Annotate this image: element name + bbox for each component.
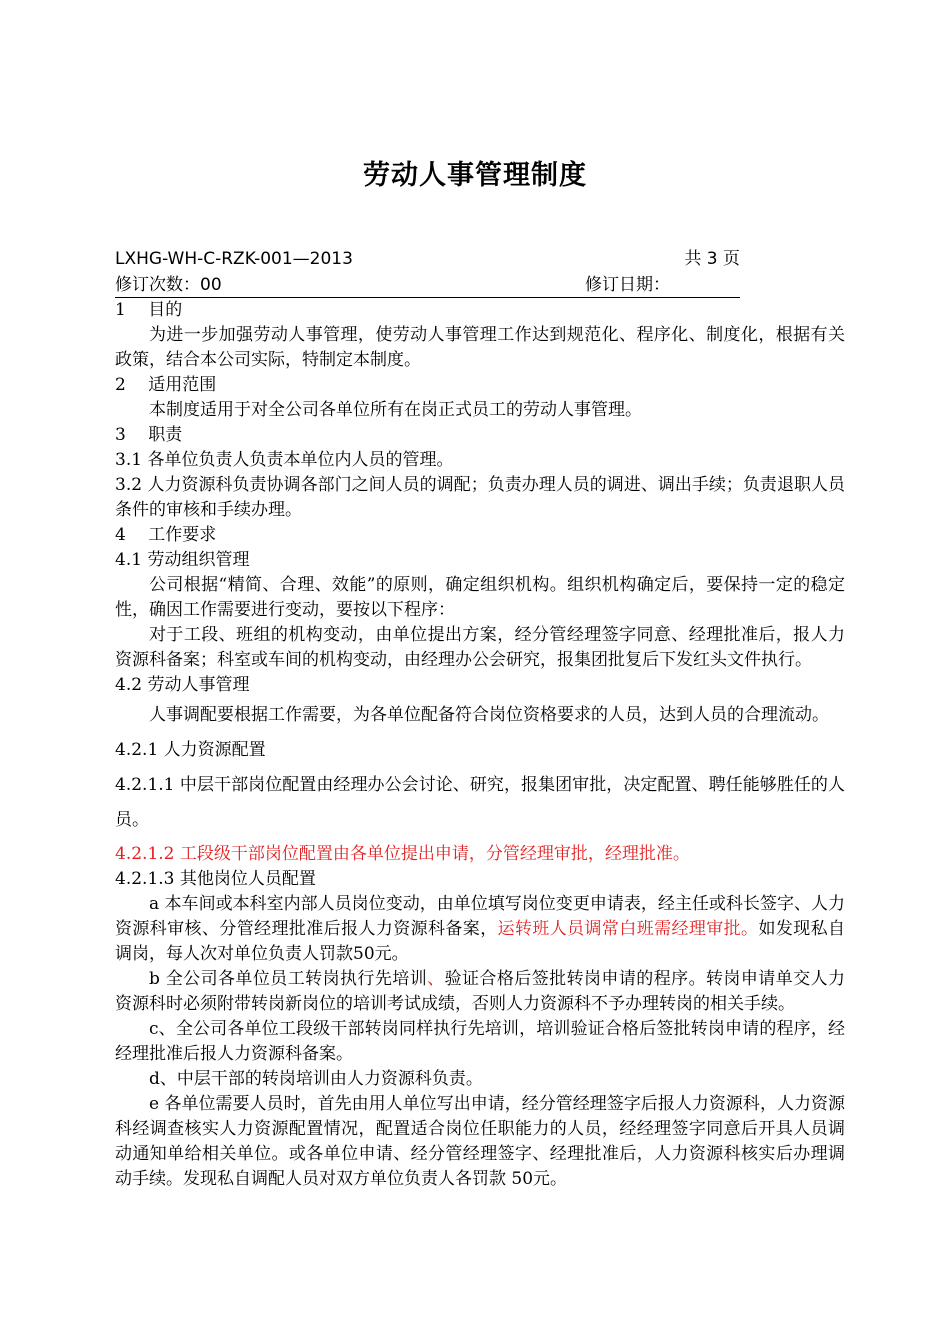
header-row-docno [115, 247, 740, 271]
doc-number: LXHG-WH-C-RZK-001—2013 [115, 249, 353, 269]
section-heading: 2 适用范围 [115, 375, 217, 395]
section-heading: 4 工作要求 [115, 525, 217, 545]
paragraph-a-highlight: 运转班人员调常白班需经理审批。 [497, 919, 759, 939]
page-count: 共 3 页 [684, 249, 740, 269]
paragraph-a-text: a 本车间或本科室内部人员岗位变动，由单位填写岗位变更申请表，经主任或科长签字、人力资源科审核、分管经理批准后报人力资源科备案， [115, 894, 845, 939]
subsection-heading: 4.2.1 人力资源配置 [115, 740, 266, 760]
revision-date: 修订日期： [585, 275, 670, 295]
subsection-heading: 4.2 劳动人事管理 [115, 675, 250, 695]
paragraph: 本制度适用于对全公司各单位所有在岗正式员工的劳动人事管理。 [149, 400, 642, 420]
highlighted-paragraph: 4.2.1.2 工段级干部岗位配置由各单位提出申请，分管经理审批，经理批准。 [115, 844, 690, 864]
paragraph: 公司根据“精简、合理、效能”的原则，确定组织机构。组织机构确定后，要保持一定的稳定性，确因工作需要进行变动，要按以下程序： [115, 575, 845, 620]
section-heading: 3 职责 [115, 425, 183, 445]
revision-count: 修订次数：00 [115, 275, 222, 295]
paragraph: 对于工段、班组的机构变动，由单位提出方案，经分管经理签字同意、经理批准后，报人力资源科备案；科室或车间的机构变动，由经理办公会研究，报集团批复后下发红头文件执行。 [115, 625, 845, 670]
paragraph-b-text: b 全公司各单位员工转岗执行先培训 [149, 969, 428, 989]
paragraph-b [115, 967, 845, 1017]
document-body [115, 298, 845, 1192]
paragraph-a-text-end: 如发现私自调岗，每人次对单位负责人罚款50元。 [115, 919, 846, 964]
subsection-heading: 4.2.1.3 其他岗位人员配置 [115, 869, 316, 889]
paragraph: 3.2 人力资源科负责协调各部门之间人员的调配；负责办理人员的调进、调出手续；负责退职人员条件的审核和手续办理。 [115, 475, 845, 520]
paragraph-b-highlight: 、 [427, 969, 445, 989]
paragraph-e: e 各单位需要人员时，首先由用人单位写出申请，经分管经理签字后报人力资源科，人力资源科经调查核实人力资源配置情况，配置适合岗位任职能力的人员，经经理签字同意后开具人员调动通知单给相关单位。或各单位申请、经分管经理签字、经理批准后，人力资源科核实后办理调动手续。发现私自调配人员对双方单位负责人各罚款 50元。 [115, 1094, 845, 1189]
document-title: 劳动人事管理制度 [363, 160, 587, 191]
paragraph: 4.2.1.1 中层干部岗位配置由经理办公会讨论、研究，报集团审批，决定配置、聘任能够胜任的人员。 [115, 775, 845, 830]
subsection-heading: 4.1 劳动组织管理 [115, 550, 250, 570]
paragraph-c: c、全公司各单位工段级干部转岗同样执行先培训，培训验证合格后签批转岗申请的程序，经经理批准后报人力资源科备案。 [115, 1019, 845, 1064]
header-row-revision [115, 273, 740, 298]
paragraph: 人事调配要根据工作需要，为各单位配备符合岗位资格要求的人员，达到人员的合理流动。 [149, 705, 829, 725]
paragraph-d: d、中层干部的转岗培训由人力资源科负责。 [149, 1069, 483, 1089]
paragraph: 为进一步加强劳动人事管理，使劳动人事管理工作达到规范化、程序化、制度化，根据有关政策，结合本公司实际，特制定本制度。 [115, 325, 845, 370]
section-heading: 1 目的 [115, 300, 183, 320]
paragraph: 3.1 各单位负责人负责本单位内人员的管理。 [115, 450, 454, 470]
paragraph-a [115, 892, 845, 967]
paragraph-b-text-end: 验证合格后签批转岗申请的程序。转岗申请单交人力资源科时必须附带转岗新岗位的培训考试成绩，否则人力资源科不予办理转岗的相关手续。 [115, 969, 845, 1014]
